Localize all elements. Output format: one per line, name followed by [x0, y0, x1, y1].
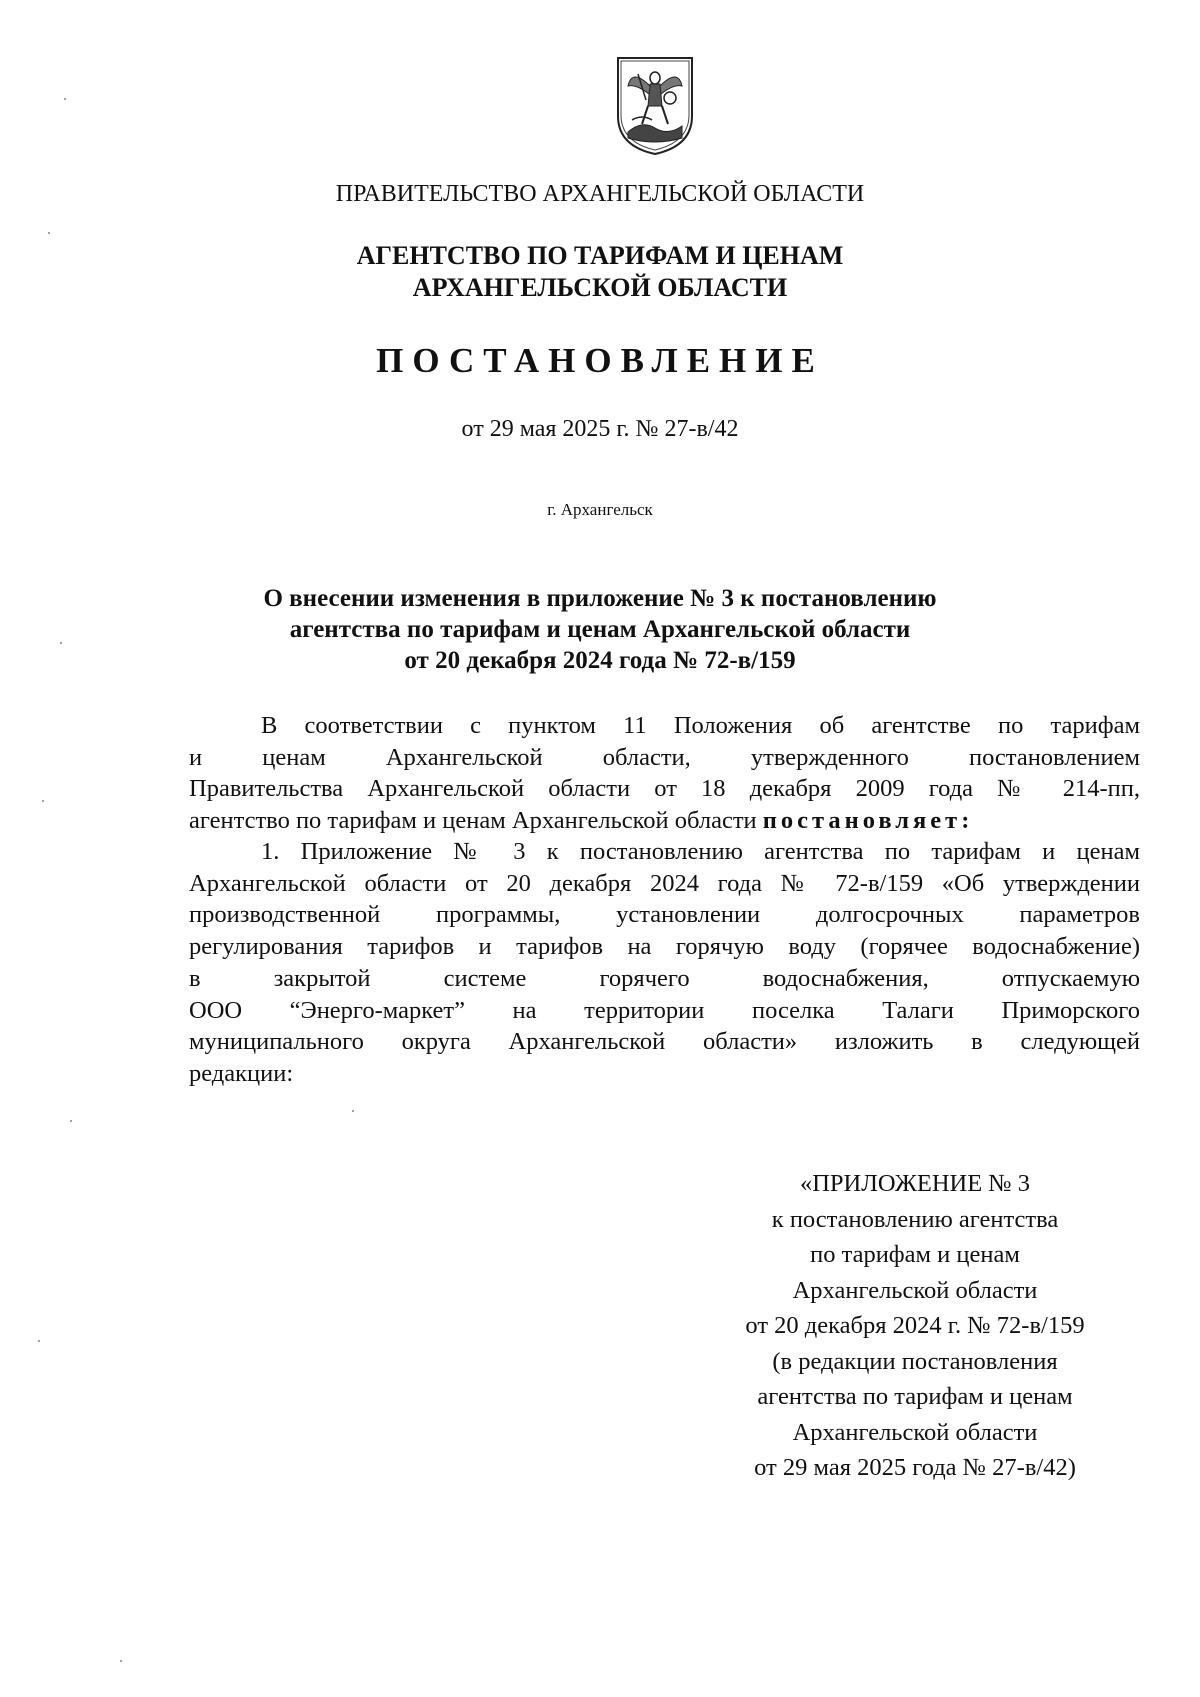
scan-speck: [120, 1660, 122, 1662]
coat-of-arms-icon: [612, 54, 698, 156]
scan-speck: [38, 1340, 40, 1342]
paragraph-line: 1. Приложение № 3 к постановлению агентства по тарифам и ценам: [261, 838, 1140, 865]
appendix-line: по тарифам и ценам: [810, 1241, 1020, 1268]
document-type-title: ПОСТАНОВЛЕНИЕ: [376, 341, 824, 380]
scan-speck: [352, 1110, 354, 1112]
agency-name-line: АГЕНТСТВО ПО ТАРИФАМ И ЦЕНАМ: [356, 241, 844, 270]
subject-line: от 20 декабря 2024 года № 72-в/159: [404, 647, 796, 674]
agency-name: [0, 240, 1200, 304]
preamble-paragraph: [189, 710, 1140, 837]
paragraph-line: производственной программы, установлении долгосрочных параметров: [189, 901, 1140, 929]
appendix-line: от 20 декабря 2024 г. № 72-в/159: [745, 1312, 1085, 1339]
paragraph-line: В соответствии с пунктом 11 Положения об агентстве по тарифам: [261, 712, 1140, 739]
paragraph-line: Архангельской области от 20 декабря 2024 года № 72-в/159 «Об утверждении: [189, 869, 1140, 897]
subject-line: агентства по тарифам и ценам Архангельской области: [289, 616, 911, 643]
clause-1-paragraph: [189, 836, 1140, 1090]
document-date-number: от 29 мая 2025 г. № 27-в/42: [461, 416, 739, 442]
scan-speck: [64, 98, 66, 100]
appendix-line: Архангельской области: [792, 1418, 1038, 1446]
appendix-line: Архангельской области: [792, 1276, 1038, 1304]
document-city: г. Архангельск: [547, 500, 653, 519]
appendix-header: [690, 1166, 1140, 1486]
scan-speck: [42, 800, 44, 802]
paragraph-line: Правительства Архангельской области от 18 декабря 2009 года № 214-пп,: [189, 775, 1140, 803]
paragraph-line: в закрытой системе горячего водоснабжения, отпускаемую: [189, 964, 1140, 992]
scan-speck: [48, 232, 50, 234]
document-subject: [0, 583, 1200, 676]
agency-name-line: АРХАНГЕЛЬСКОЙ ОБЛАСТИ: [412, 273, 788, 302]
subject-line: О внесении изменения в приложение № 3 к постановлению: [263, 585, 937, 612]
scan-speck: [60, 642, 62, 644]
paragraph-line: ООО “Энерго-маркет” на территории поселка Талаги Приморского: [189, 996, 1140, 1024]
paragraph-line: редакции:: [189, 1059, 294, 1087]
appendix-line: к постановлению агентства: [771, 1205, 1059, 1233]
appendix-line: (в редакции постановления: [772, 1347, 1058, 1375]
scan-speck: [70, 1120, 72, 1122]
appendix-line: «ПРИЛОЖЕНИЕ № 3: [799, 1170, 1031, 1197]
appendix-line: от 29 мая 2025 года № 27-в/42): [754, 1454, 1076, 1481]
paragraph-text: агентство по тарифам и ценам Архангельской области: [189, 807, 763, 835]
government-name: ПРАВИТЕЛЬСТВО АРХАНГЕЛЬСКОЙ ОБЛАСТИ: [335, 181, 865, 207]
decree-word: постановляет:: [762, 807, 974, 835]
paragraph-line: муниципального округа Архангельской области» изложить в следующей: [189, 1028, 1140, 1056]
paragraph-line: [189, 805, 1140, 837]
paragraph-line: и ценам Архангельской области, утвержденного постановлением: [189, 743, 1140, 771]
appendix-line: агентства по тарифам и ценам: [757, 1383, 1073, 1410]
paragraph-line: регулирования тарифов и тарифов на горячую воду (горячее водоснабжение): [189, 933, 1140, 961]
